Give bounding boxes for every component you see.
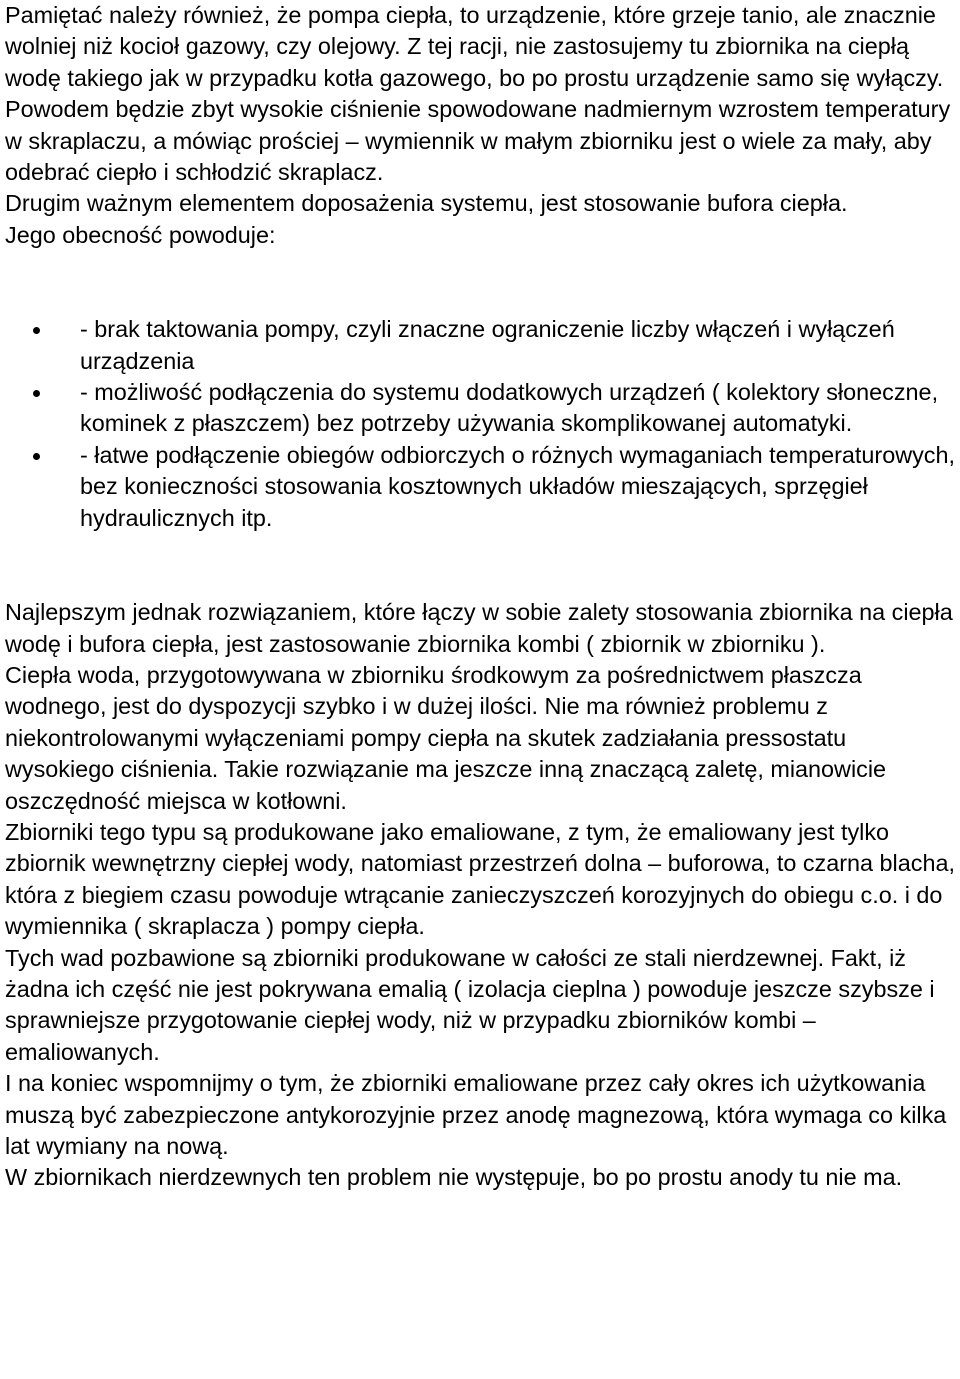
list-item-text: - łatwe podłączenie obiegów odbiorczych o różnych wymaganiach temperaturowych, bez konieczności stosowania kosztownych układów mieszających, sprzęgieł hydraulicznych itp. <box>80 441 956 531</box>
bullet-icon <box>33 390 40 397</box>
body-paragraph-no-anode: W zbiornikach nierdzewnych ten problem nie występuje, bo po prostu anody tu nie ma. <box>5 1164 903 1191</box>
list-item-text: - brak taktowania pompy, czyli znaczne ograniczenie liczby włączeń i wyłączeń urządzenia <box>80 316 895 374</box>
document-page <box>5 0 955 1194</box>
body-paragraph-stainless: Tych wad pozbawione są zbiorniki produkowane w całości ze stali nierdzewnej. Fakt, iż żadna ich część nie jest pokrywana emalią ( izolacja cieplna ) powoduje jeszcze szybsze i sprawniejsze przygotowanie ciepłej wody, niż w przypadku zbiorników kombi – emaliowanych. <box>5 944 935 1065</box>
spacer <box>5 251 955 314</box>
intro-paragraph-effects: Jego obecność powoduje: <box>5 221 276 248</box>
list-item <box>5 440 955 534</box>
spacer <box>5 534 955 597</box>
body-paragraph-kombi: Najlepszym jednak rozwiązaniem, które łączy w sobie zalety stosowania zbiornika na ciepła wodę i bufora ciepła, jest zastosowanie zbiornika kombi ( zbiornik w zbiorniku ). <box>5 599 953 657</box>
list-item <box>5 314 955 377</box>
list-item-text: - możliwość podłączenia do systemu dodatkowych urządzeń ( kolektory słoneczne, kominek z płaszczem) bez potrzeby używania skomplikowanej automatyki. <box>80 379 939 437</box>
intro-paragraph-heat-pump: Pamiętać należy również, że pompa ciepła, to urządzenie, które grzeje tanio, ale znacznie wolniej niż kocioł gazowy, czy olejowy. Z tej racji, nie zastosujemy tu zbiornika na ciepłą wodę takiego jak w przypadku kotła gazowego, bo po prostu urządzenie samo się wyłączy. Powodem będzie zbyt wysokie ciśnienie spowodowane nadmiernym wzrostem temperatury w skraplaczu, a mówiąc prościej – wymiennik w małym zbiorniku jest o wiele za mały, aby odebrać ciepło i schłodzić skraplacz. <box>5 2 951 186</box>
body-paragraph-anode: I na koniec wspomnijmy o tym, że zbiorniki emaliowane przez cały okres ich użytkowania muszą być zabezpieczone antykorozyjnie przez anodę magnezową, która wymaga co kilka lat wymiany na nową. <box>5 1070 947 1159</box>
list-item <box>5 377 955 440</box>
intro-paragraph-buffer: Drugim ważnym elementem doposażenia systemu, jest stosowanie bufora ciepła. <box>5 190 848 217</box>
body-paragraph-enamel: Zbiorniki tego typu są produkowane jako emaliowane, z tym, że emaliowany jest tylko zbiornik wewnętrzny ciepłej wody, natomiast przestrzeń dolna – buforowa, to czarna blacha, która z biegiem czasu powoduje wtrącanie zanieczyszczeń korozyjnych do obiegu c.o. i do wymiennika ( skraplacza ) pompy ciepła. <box>5 818 955 940</box>
bullet-icon <box>33 327 40 334</box>
benefits-list <box>5 314 955 534</box>
body-paragraph-hot-water: Ciepła woda, przygotowywana w zbiorniku środkowym za pośrednictwem płaszcza wodnego, jest do dyspozycji szybko i w dużej ilości. Nie ma również problemu z niekontrolowanymi wyłączeniami pompy ciepła na skutek zadziałania pressostatu wysokiego ciśnienia. Takie rozwiązanie ma jeszcze inną znaczącą zaletę, mianowicie oszczędność miejsca w kotłowni. <box>5 661 887 814</box>
bullet-icon <box>33 453 40 460</box>
